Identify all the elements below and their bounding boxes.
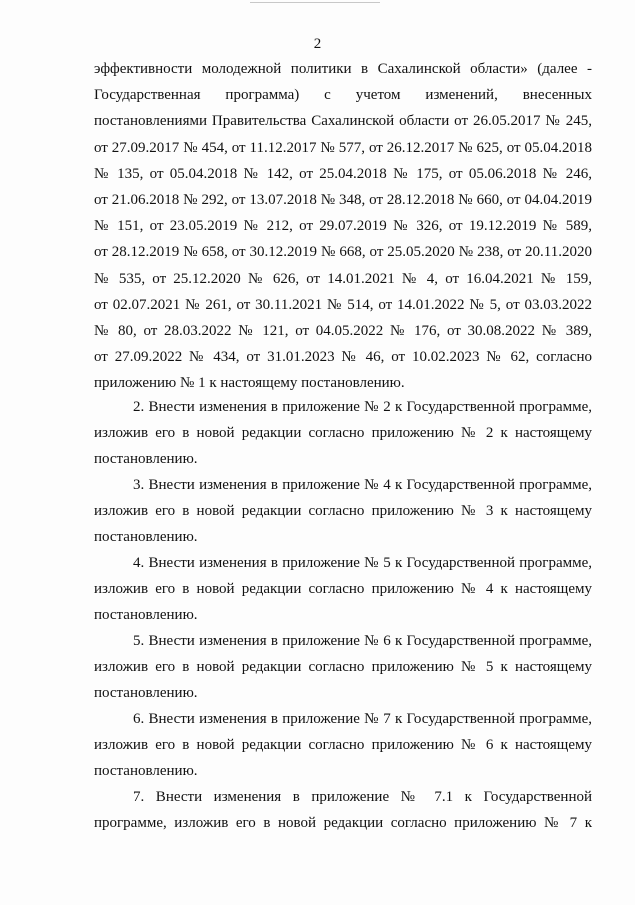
text-line: постановлениями Правительства Сахалинской области от 26.05.2017 № 245, [94,113,592,130]
text-line: программе, изложив его в новой редакции согласно приложению № 7 к [94,815,592,832]
text-line: изложив его в новой редакции согласно приложению № 6 к настоящему [94,737,592,754]
page-number: 2 [313,36,322,52]
text-line: № 151, от 23.05.2019 № 212, от 29.07.2019 № 326, от 19.12.2019 № 589, [94,218,592,235]
text-line: 5. Внести изменения в приложение № 6 к Государственной программе, [133,633,592,649]
paragraph-item-2 [94,394,592,473]
paragraph-item-7 [94,784,592,836]
scan-edge-line [250,2,380,3]
text-line: от 27.09.2022 № 434, от 31.01.2023 № 46, от 10.02.2023 № 62, согласно [94,349,592,366]
paragraph-item-6 [94,706,592,785]
text-line: от 27.09.2017 № 454, от 11.12.2017 № 577, от 26.12.2017 № 625, от 05.04.2018 [94,139,592,156]
text-line: изложив его в новой редакции согласно приложению № 3 к настоящему [94,503,592,520]
text-line: № 135, от 05.04.2018 № 142, от 25.04.2018 № 175, от 05.06.2018 № 246, [94,165,592,182]
text-line: 6. Внести изменения в приложение № 7 к Государственной программе, [133,711,592,727]
text-line: № 535, от 25.12.2020 № 626, от 14.01.2021 № 4, от 16.04.2021 № 159, [94,270,592,287]
text-line: Государственная программа) с учетом изменений, внесенных [94,87,592,104]
text-line: 7. Внести изменения в приложение № 7.1 к Государственной [133,789,592,805]
text-line: постановлению. [94,763,198,780]
text-line: постановлению. [94,685,198,702]
text-line: постановлению. [94,451,198,468]
paragraph-item-5 [94,628,592,707]
text-line: 3. Внести изменения в приложение № 4 к Государственной программе, [133,477,592,493]
text-line: изложив его в новой редакции согласно приложению № 2 к настоящему [94,425,592,442]
text-line: от 28.12.2019 № 658, от 30.12.2019 № 668, от 25.05.2020 № 238, от 20.11.2020 [94,244,592,261]
text-line: изложив его в новой редакции согласно приложению № 4 к настоящему [94,581,592,598]
text-line: от 02.07.2021 № 261, от 30.11.2021 № 514, от 14.01.2022 № 5, от 03.03.2022 [94,296,592,313]
paragraph-item-4 [94,550,592,629]
text-line: эффективности молодежной политики в Сахалинской области» (далее - [94,61,592,77]
paragraph-item-3 [94,472,592,551]
text-line: 4. Внести изменения в приложение № 5 к Государственной программе, [133,555,592,571]
text-line: изложив его в новой редакции согласно приложению № 5 к настоящему [94,659,592,676]
text-line: постановлению. [94,607,198,624]
text-line: постановлению. [94,529,198,546]
text-line: № 80, от 28.03.2022 № 121, от 04.05.2022 № 176, от 30.08.2022 № 389, [94,322,592,339]
text-line: 2. Внести изменения в приложение № 2 к Государственной программе, [133,399,592,415]
paragraph-continuation [94,56,592,396]
text-line: приложению № 1 к настоящему постановлению. [94,375,405,392]
text-line: от 21.06.2018 № 292, от 13.07.2018 № 348, от 28.12.2018 № 660, от 04.04.2019 [94,191,592,208]
